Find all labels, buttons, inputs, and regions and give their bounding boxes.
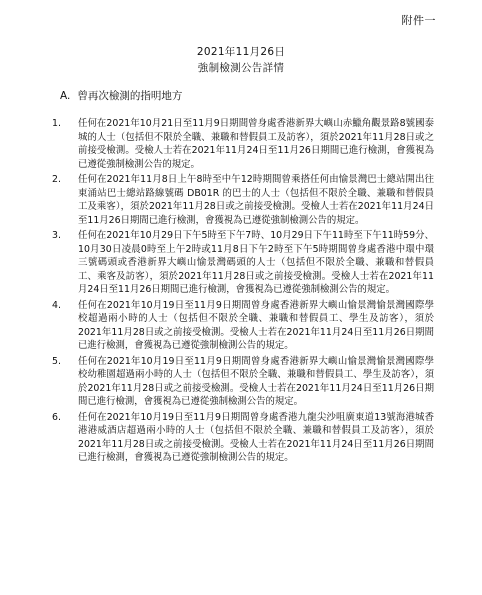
item-text: 任何在2021年10月21日至11月9日期間曾身處香港新界大嶼山赤鱲角觀景路8號國泰城的人士（包括但不限於全職、兼職和替假員工及訪客），須於2021年11月28日或之前接受檢測。受檢人士若在2021年11月24日至11月26日期間已進行檢測，會獲視為已遵從強制檢測公告的規定。: [78, 118, 434, 170]
list-item: [52, 173, 434, 227]
list-item: [52, 299, 434, 353]
item-number: 3.: [52, 230, 61, 241]
section-heading: [60, 88, 182, 103]
item-text: 任何在2021年10月19日至11月9日期間曾身處香港九龍尖沙咀廣東道13號海港城香港港威酒店超過兩小時的人士（包括但不限於全職、兼職和替假員工及訪客），須於2021年11月28日或之前接受檢測。受檢人士若在2021年11月24日至11月26日期間已進行檢測，會獲視為已遵從強制檢測公告的規定。: [78, 411, 434, 463]
section-label: A.: [60, 90, 71, 102]
document-date: 2021年11月26日: [196, 46, 286, 58]
item-number: 2.: [52, 174, 61, 185]
item-text: 任何在2021年10月29日下午5時至下午7時、10月29日下午11時至下午11時59分、10月30日凌晨0時至上午2時或11月8日下午2時至下午5時期間曾身處香港中環中環三號碼頭或香港新界大嶼山愉景灣碼頭的人士（包括但不限於全職、兼職和替假員工、乘客及訪客），須於2021年11月28日或之前接受檢測。受檢人士若在2021年11月24日至11月26日期間已進行檢測，會獲視為已遵從強制檢測公告的規定。: [78, 230, 434, 295]
list-item: [52, 117, 434, 171]
item-number: 4.: [52, 299, 61, 311]
list-item: [52, 229, 434, 297]
list-item: [52, 411, 434, 465]
document-title: 強制檢測公告詳情: [197, 62, 285, 74]
item-number: 1.: [52, 118, 61, 129]
section-title: 曾再次檢測的指明地方: [77, 90, 183, 102]
item-text: 任何在2021年10月19日至11月9日期間曾身處香港新界大嶼山愉景灣愉景灣國際學校超過兩小時的人士（包括但不限於全職、兼職和替假員工、學生及訪客），須於2021年11月28日或之前接受檢測。受檢人士若在2021年11月24日至11月26日期間已進行檢測，會獲視為已遵從強制檢測公告的規定。: [78, 299, 434, 351]
requirement-list: [52, 117, 434, 467]
annex-label: 附件一: [401, 14, 436, 27]
list-item: [52, 355, 434, 409]
item-number: 5.: [52, 355, 61, 367]
item-text: 任何在2021年11月8日上午8時至中午12時期間曾乘搭任何由愉景灣巴士總站開出往東涌站巴士總站路線號碼 DB01R 的巴士的人士（包括但不限於全職、兼職和替假員工及乘客），須於2021年11月28日或之前接受檢測。受檢人士若在2021年11月24日至11月26日期間已進行檢測，會獲視為已遵從強制檢測公告的規定。: [78, 174, 434, 226]
item-number: 6.: [52, 411, 61, 423]
item-text: 任何在2021年10月19日至11月9日期間曾身處香港新界大嶼山愉景灣愉景灣國際學校幼稚園超過兩小時的人士（包括但不限於全職、兼職和替假員工、學生及訪客），須於2021年11月28日或之前接受檢測。受檢人士若在2021年11月24日至11月26日期間已進行檢測，會獲視為已遵從強制檢測公告的規定。: [78, 355, 434, 407]
